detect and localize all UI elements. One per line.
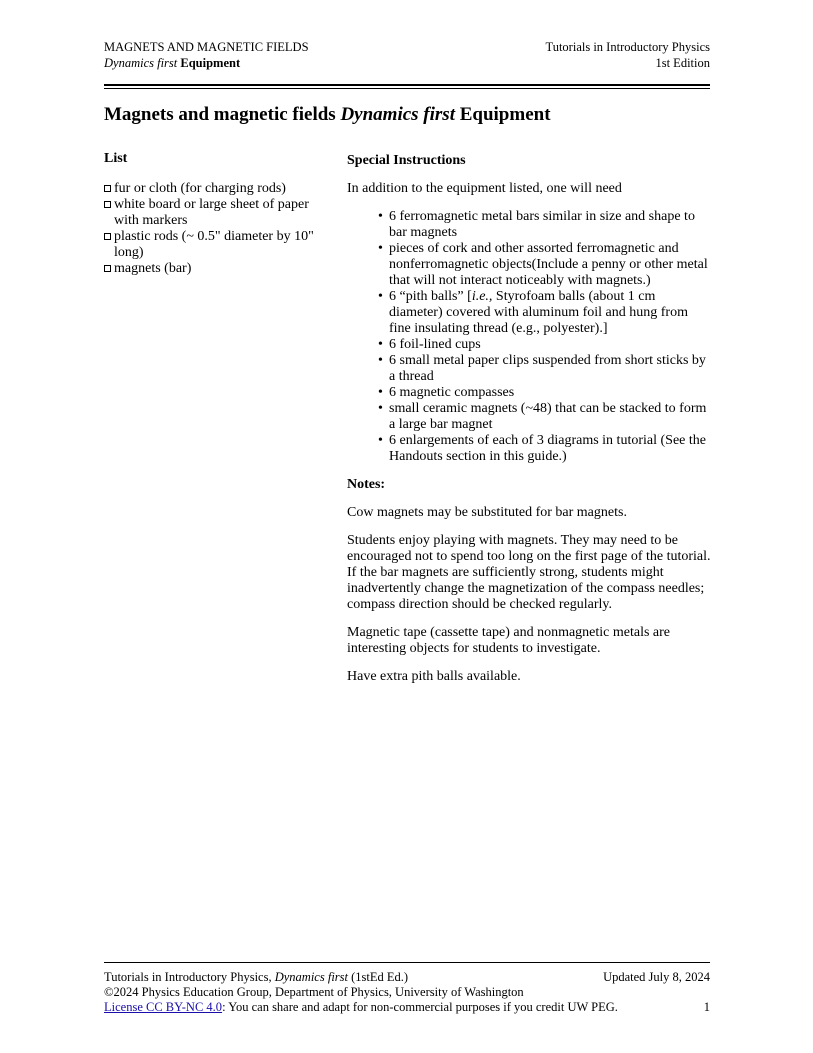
bullet-icon: • xyxy=(378,433,383,448)
header-edition: 1st Edition xyxy=(655,55,710,70)
special-intro: In addition to the equipment listed, one will need xyxy=(347,181,622,196)
header-subtitle: Dynamics first Equipment xyxy=(104,55,241,70)
notes-heading: Notes: xyxy=(347,477,386,492)
bullet-icon: • xyxy=(378,209,383,224)
header-rule-thin xyxy=(104,88,710,89)
header-rule-thick xyxy=(104,84,710,86)
footer-license-line: License CC BY-NC 4.0: You can share and adapt for non-commercial purposes if you credit UW PEG. 1 xyxy=(104,1000,710,1014)
bullet-icon: • xyxy=(378,241,383,256)
footer-rule xyxy=(104,962,710,963)
list-item: • 6 ferromagnetic metal bars similar in size and shape to bar magnets xyxy=(378,209,695,240)
list-item: • 6 small metal paper clips suspended from short sticks by a thread xyxy=(378,353,706,384)
list-item: • 6 “pith balls” [i.e., Styrofoam balls (about 1 cm diameter) covered with aluminum foil and hung from fine insulating thread (e.g., polyester).] xyxy=(378,289,688,336)
list-item: • 6 magnetic compasses xyxy=(378,385,515,400)
footer-updated-date: Updated July 8, 2024 xyxy=(603,970,710,984)
header-right xyxy=(546,40,710,71)
page-footer xyxy=(104,970,710,1015)
bullet-icon: • xyxy=(378,337,383,352)
list-item: • small ceramic magnets (~48) that can be stacked to form a large bar magnet xyxy=(378,401,707,432)
special-instructions-heading: Special Instructions xyxy=(347,153,466,168)
checkbox-icon xyxy=(104,201,111,208)
list-heading: List xyxy=(104,151,128,166)
bullet-icon: • xyxy=(378,289,383,304)
footer-copyright: ©2024 Physics Education Group, Department of Physics, University of Washington xyxy=(104,985,524,999)
checkbox-icon xyxy=(104,233,111,240)
checkbox-icon xyxy=(104,185,111,192)
bullet-icon: • xyxy=(378,385,383,400)
special-bullet-list xyxy=(347,209,712,465)
list-item: • pieces of cork and other assorted ferromagnetic and nonferromagnetic objects(Include a penny or other metal that will not interact noticeably with magnets.) xyxy=(378,241,708,288)
notes-paragraph: Have extra pith balls available. xyxy=(347,669,521,684)
list-item: • 6 enlargements of each of 3 diagrams in tutorial (See the Handouts section in this guide.) xyxy=(378,433,706,464)
list-item: fur or cloth (for charging rods) xyxy=(104,181,314,197)
list-item: • 6 foil-lined cups xyxy=(378,337,481,352)
checkbox-icon xyxy=(104,265,111,272)
footer-line-1: Tutorials in Introductory Physics, Dynamics first (1stEd Ed.) Updated July 8, 2024 xyxy=(104,970,710,984)
license-link[interactable]: License CC BY-NC 4.0 xyxy=(104,1000,223,1014)
notes-paragraph: Students enjoy playing with magnets. They may need to be encouraged not to spend too long on the first page of the tutorial. If the bar magnets are sufficiently strong, students might inadvertently change the magnetization of the compass needles; compass direction should be checked regularly. xyxy=(347,533,711,612)
equipment-checklist xyxy=(104,181,314,277)
instructions-column xyxy=(347,153,712,697)
header-book-title: Tutorials in Introductory Physics xyxy=(545,40,710,54)
page-number: 1 xyxy=(703,1000,710,1014)
notes-paragraph: Cow magnets may be substituted for bar magnets. xyxy=(347,505,627,520)
header-section-title: MAGNETS AND MAGNETIC FIELDS xyxy=(104,40,309,54)
equipment-list-column xyxy=(104,151,314,277)
bullet-icon: • xyxy=(378,353,383,368)
page-title: Magnets and magnetic fields Dynamics first Equipment xyxy=(104,104,551,125)
notes-paragraph: Magnetic tape (cassette tape) and nonmagnetic metals are interesting objects for students to investigate. xyxy=(347,625,671,656)
header-left xyxy=(104,40,309,71)
list-item: magnets (bar) xyxy=(104,261,314,277)
bullet-icon: • xyxy=(378,401,383,416)
list-item: white board or large sheet of paper with markers xyxy=(104,197,314,229)
list-item: plastic rods (~ 0.5" diameter by 10" long) xyxy=(104,229,314,261)
